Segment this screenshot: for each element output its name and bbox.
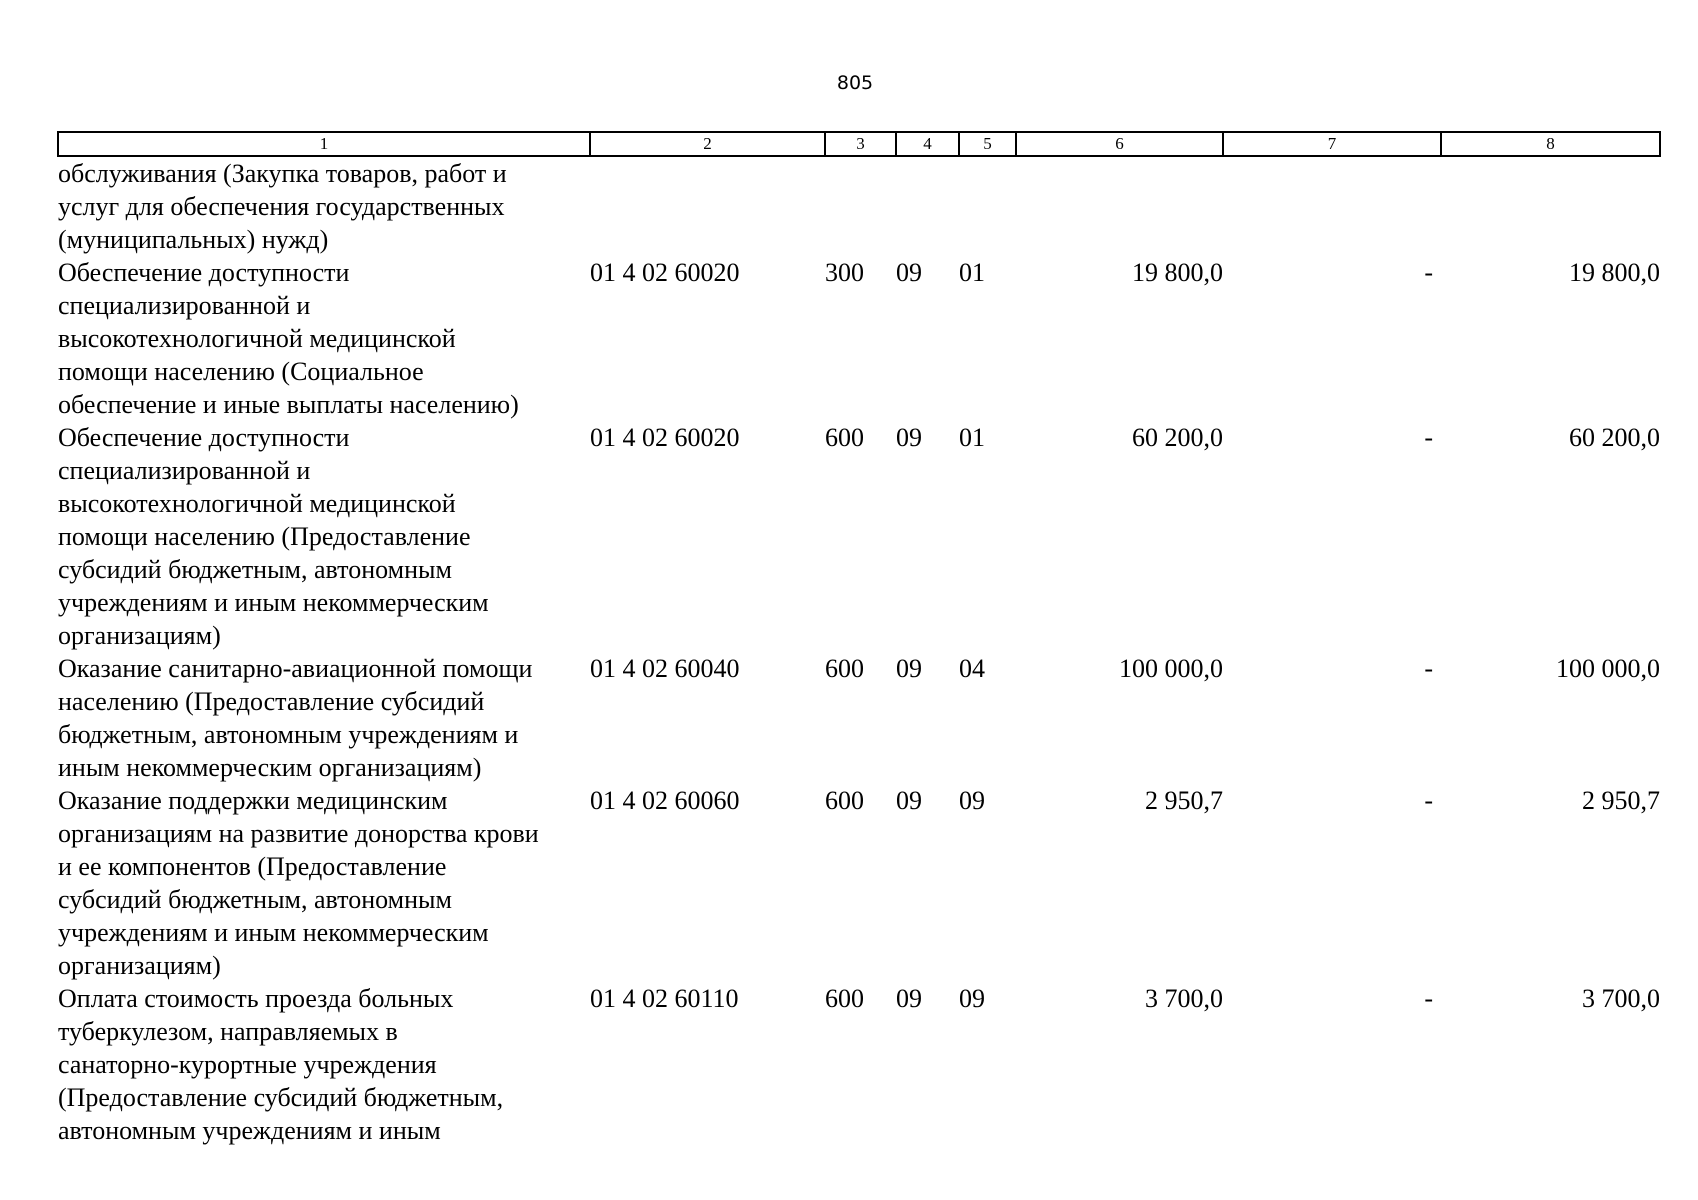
target-article-code: 01 4 02 60020 <box>590 258 740 287</box>
column-number-1: 1 <box>58 132 590 156</box>
subsection-code: 09 <box>959 786 985 815</box>
column-number-2: 2 <box>590 132 825 156</box>
column-number-4: 4 <box>896 132 959 156</box>
row-description: Оплата стоимость проезда больных туберкулезом, направляемых в санаторно-курортные учреждения (Предоставление субсидий бюджетным, автономным учреждениям и иным <box>58 984 504 1145</box>
change-sum: - <box>1424 786 1433 815</box>
section-code <box>896 156 959 256</box>
table-row <box>58 784 1660 982</box>
expense-type-code: 600 <box>825 984 864 1013</box>
change-sum: - <box>1424 654 1433 683</box>
table-row <box>58 256 1660 421</box>
total-sum: 2 950,7 <box>1582 786 1660 815</box>
change-sum: - <box>1424 984 1433 1013</box>
expense-type-code <box>825 156 896 256</box>
column-number-5: 5 <box>959 132 1016 156</box>
change-sum: - <box>1424 423 1433 452</box>
target-article-code: 01 4 02 60060 <box>590 786 740 815</box>
column-number-3: 3 <box>825 132 896 156</box>
table-header <box>58 132 1660 156</box>
column-number-7: 7 <box>1223 132 1441 156</box>
approved-sum: 2 950,7 <box>1145 786 1223 815</box>
target-article-code: 01 4 02 60020 <box>590 423 740 452</box>
target-article-code: 01 4 02 60110 <box>590 984 739 1013</box>
table-row <box>58 652 1660 784</box>
table-row <box>58 982 1660 1147</box>
expense-type-code: 600 <box>825 654 864 683</box>
expense-type-code: 600 <box>825 423 864 452</box>
section-code: 09 <box>896 258 922 287</box>
total-sum: 19 800,0 <box>1569 258 1660 287</box>
row-description: Обеспечение доступности специализированной и высокотехнологичной медицинской помощи населению (Предоставление субсидий бюджетным, автономным учреждениям и иным некоммерческим организациям) <box>58 423 489 650</box>
row-description: Оказание поддержки медицинским организациям на развитие донорства крови и ее компонентов (Предоставление субсидий бюджетным, автономным учреждениям и иным некоммерческим организациям) <box>58 786 539 980</box>
total-sum: 100 000,0 <box>1556 654 1660 683</box>
table-row <box>58 156 1660 256</box>
budget-table <box>57 131 1661 1147</box>
section-code: 09 <box>896 786 922 815</box>
approved-sum: 3 700,0 <box>1145 984 1223 1013</box>
change-sum: - <box>1424 258 1433 287</box>
expense-type-code: 300 <box>825 258 864 287</box>
change-sum <box>1223 156 1441 256</box>
total-sum <box>1441 156 1660 256</box>
subsection-code: 01 <box>959 423 985 452</box>
section-code: 09 <box>896 423 922 452</box>
expense-type-code: 600 <box>825 786 864 815</box>
approved-sum: 19 800,0 <box>1132 258 1223 287</box>
approved-sum: 100 000,0 <box>1119 654 1223 683</box>
approved-sum: 60 200,0 <box>1132 423 1223 452</box>
total-sum: 60 200,0 <box>1569 423 1660 452</box>
subsection-code: 09 <box>959 984 985 1013</box>
column-number-8: 8 <box>1441 132 1660 156</box>
section-code: 09 <box>896 984 922 1013</box>
subsection-code: 04 <box>959 654 985 683</box>
row-description: Оказание санитарно-авиационной помощи населению (Предоставление субсидий бюджетным, автономным учреждениям и иным некоммерческим организациям) <box>58 654 533 782</box>
row-description: Обеспечение доступности специализированной и высокотехнологичной медицинской помощи населению (Социальное обеспечение и иные выплаты населению) <box>58 258 519 419</box>
table-body <box>58 156 1660 1147</box>
page-number: 805 <box>836 72 874 94</box>
section-code: 09 <box>896 654 922 683</box>
row-description: обслуживания (Закупка товаров, работ и услуг для обеспечения государственных (муниципальных) нужд) <box>58 159 507 254</box>
table-row <box>58 421 1660 652</box>
approved-sum <box>1016 156 1223 256</box>
target-article-code <box>590 156 825 256</box>
column-number-6: 6 <box>1016 132 1223 156</box>
budget-table-container <box>57 131 1659 1147</box>
column-number-row <box>58 132 1660 156</box>
subsection-code <box>959 156 1016 256</box>
target-article-code: 01 4 02 60040 <box>590 654 740 683</box>
subsection-code: 01 <box>959 258 985 287</box>
total-sum: 3 700,0 <box>1582 984 1660 1013</box>
